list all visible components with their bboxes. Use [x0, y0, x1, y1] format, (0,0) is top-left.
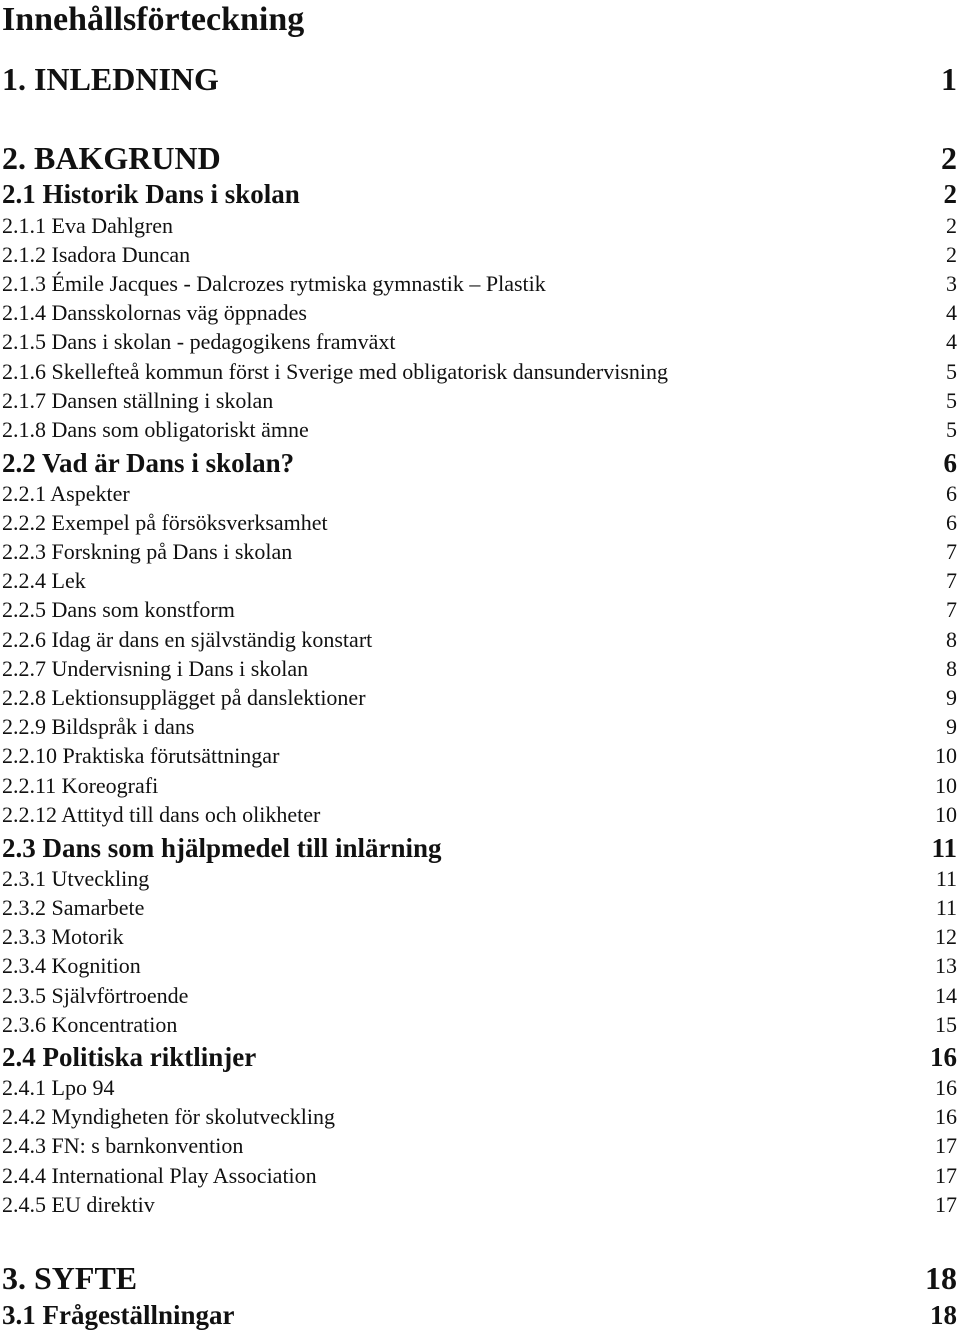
toc-entry-title: 2.4.5 EU direktiv: [2, 1192, 155, 1217]
toc-title: Innehållsförteckning: [2, 1, 305, 38]
toc-entry-page-number: 5: [946, 388, 957, 413]
toc-entry-title: 2.1.7 Dansen ställning i skolan: [2, 388, 274, 413]
toc-entry-page-number: 11: [935, 866, 957, 891]
toc-entry: [0, 713, 957, 741]
toc-entry-title: 2.2.8 Lektionsupplägget på danslektioner: [2, 685, 366, 710]
toc-entry-title: 2.4.4 International Play Association: [2, 1163, 317, 1188]
toc-entry: [0, 212, 957, 240]
toc-entry-title: 2.1.8 Dans som obligatoriskt ämne: [2, 417, 309, 442]
toc-entry-page-number: 4: [946, 329, 957, 354]
toc-entry-title: 2.2.9 Bildspråk i dans: [2, 714, 195, 739]
toc-entry: [0, 772, 957, 800]
toc-entry-page-number: 9: [946, 685, 957, 710]
toc-entry-title: 2.2.3 Forskning på Dans i skolan: [2, 539, 293, 564]
toc-entry-title: 2.3.6 Koncentration: [2, 1012, 178, 1037]
toc-entry: [0, 1103, 957, 1131]
toc-entry-page-number: 16: [935, 1075, 957, 1100]
toc-entry-title: 2.2.10 Praktiska förutsättningar: [2, 743, 280, 768]
toc-entry-page-number: 5: [946, 359, 957, 384]
toc-entry-page-number: 7: [946, 568, 957, 593]
toc-entry: [0, 865, 957, 893]
toc-entry: [0, 1132, 957, 1160]
toc-entry-page-number: 6: [946, 481, 957, 506]
toc-entry-page-number: 2: [941, 140, 957, 176]
toc-entry-title: 2. BAKGRUND: [2, 140, 221, 176]
toc-entry: [0, 596, 957, 624]
toc-entry: [0, 241, 957, 269]
toc-entry: [0, 1259, 957, 1297]
toc-entry-title: 2.3 Dans som hjälpmedel till inlärning: [2, 833, 442, 863]
toc-entry-title: 2.4.2 Myndigheten för skolutveckling: [2, 1104, 336, 1129]
toc-entry-title: 2.2 Vad är Dans i skolan?: [2, 448, 295, 478]
toc-entry-title: 2.2.7 Undervisning i Dans i skolan: [2, 656, 309, 681]
toc-entry: [0, 655, 957, 683]
toc-entry-title: 2.3.4 Kognition: [2, 953, 141, 978]
toc-entry-page-number: 2: [943, 179, 957, 209]
toc-entry-title: 3. SYFTE: [2, 1260, 138, 1296]
toc-entry-page-number: 11: [931, 833, 957, 863]
toc-entry: [0, 447, 957, 479]
toc-entry-title: 1. INLEDNING: [2, 61, 219, 97]
toc-entry-title: 2.2.2 Exempel på försöksverksamhet: [2, 510, 328, 535]
toc-entry-page-number: 18: [925, 1260, 957, 1296]
toc-entry-title: 2.2.5 Dans som konstform: [2, 597, 235, 622]
toc-entry-page-number: 14: [935, 983, 957, 1008]
toc-entry: [0, 626, 957, 654]
toc-entry-page-number: 7: [946, 539, 957, 564]
toc-entry-page-number: 10: [935, 743, 957, 768]
toc-entry-title: 2.3.5 Självförtroende: [2, 983, 189, 1008]
toc-entry: [0, 894, 957, 922]
toc-entry: [0, 538, 957, 566]
toc-entry-page-number: 15: [935, 1012, 957, 1037]
toc-entry-page-number: 5: [946, 417, 957, 442]
toc-entry: [0, 1074, 957, 1102]
toc-entry-title: 2.1.6 Skellefteå kommun först i Sverige med obligatorisk dansundervisning: [2, 359, 669, 384]
toc-entry-page-number: 17: [935, 1192, 957, 1217]
toc-entry: [0, 982, 957, 1010]
toc-entry-page-number: 9: [946, 714, 957, 739]
toc-entry-title: 2.1.2 Isadora Duncan: [2, 242, 191, 267]
toc-entry-page-number: 10: [935, 773, 957, 798]
toc-entry-title: 2.1.1 Eva Dahlgren: [2, 213, 174, 238]
toc-entry-page-number: 12: [935, 924, 957, 949]
toc-entry-title: 2.4.3 FN: s barnkonvention: [2, 1133, 244, 1158]
toc-entry: [0, 270, 957, 298]
toc-entry-title: 2.1.4 Dansskolornas väg öppnades: [2, 300, 307, 325]
toc-entry-page-number: 2: [946, 213, 957, 238]
toc-entry-title: 2.2.1 Aspekter: [2, 481, 130, 506]
toc-entry: [0, 1011, 957, 1039]
toc-entry: [0, 1041, 957, 1073]
toc-entry-page-number: 17: [935, 1163, 957, 1188]
toc-entry: [0, 1191, 957, 1219]
toc-entry: [0, 358, 957, 386]
toc-entry-page-number: 16: [930, 1042, 957, 1072]
toc-entry: [0, 952, 957, 980]
toc-entry: [0, 567, 957, 595]
toc-entry: [0, 509, 957, 537]
toc-entry-title: 3.1 Frågeställningar: [2, 1300, 235, 1330]
toc-entry: [0, 684, 957, 712]
toc-entry: [0, 416, 957, 444]
toc-entry-page-number: 8: [946, 627, 957, 652]
toc-entry-page-number: 11: [935, 895, 957, 920]
toc-entry-page-number: 8: [946, 656, 957, 681]
toc-entry-title: 2.2.4 Lek: [2, 568, 86, 593]
toc-entry-title: 2.1.3 Émile Jacques - Dalcrozes rytmiska gymnastik – Plastik: [2, 271, 546, 296]
toc-entry: [0, 328, 957, 356]
toc-entry: [0, 60, 957, 98]
toc-entry-page-number: 10: [935, 802, 957, 827]
toc-entry-title: 2.4 Politiska riktlinjer: [2, 1042, 257, 1072]
toc-entry-page-number: 6: [946, 510, 957, 535]
toc-entry-title: 2.2.12 Attityd till dans och olikheter: [2, 802, 321, 827]
toc-entry-title: 2.4.1 Lpo 94: [2, 1075, 115, 1100]
toc-entry-page-number: 16: [935, 1104, 957, 1129]
toc-entry-title: 2.1 Historik Dans i skolan: [2, 179, 300, 209]
toc-entry: [0, 299, 957, 327]
toc-entry: [0, 178, 957, 210]
toc-entry-title: 2.2.11 Koreografi: [2, 773, 159, 798]
toc-entry-title: 2.3.2 Samarbete: [2, 895, 145, 920]
toc-entry-page-number: 2: [946, 242, 957, 267]
toc-entry: [0, 1162, 957, 1190]
toc-entry-page-number: 6: [943, 448, 957, 478]
toc-entry-title: 2.2.6 Idag är dans en självständig konstart: [2, 627, 373, 652]
toc-entry: [0, 832, 957, 864]
toc-entry: [0, 387, 957, 415]
toc-entry: [0, 742, 957, 770]
toc-entry: [0, 923, 957, 951]
toc-entry-title: 2.1.5 Dans i skolan - pedagogikens framväxt: [2, 329, 396, 354]
toc-entry-page-number: 18: [930, 1300, 957, 1330]
toc-entry: [0, 480, 957, 508]
toc-entry-page-number: 13: [935, 953, 957, 978]
toc-entry-title: 2.3.1 Utveckling: [2, 866, 150, 891]
toc-entry-page-number: 3: [946, 271, 957, 296]
toc-entry-title: 2.3.3 Motorik: [2, 924, 124, 949]
toc-entry: [0, 139, 957, 177]
toc-entry-page-number: 4: [946, 300, 957, 325]
toc-entry-page-number: 7: [946, 597, 957, 622]
toc-entry: [0, 801, 957, 829]
toc-entry-page-number: 1: [941, 61, 957, 97]
toc-entry-page-number: 17: [935, 1133, 957, 1158]
toc-entry: [0, 1299, 957, 1331]
